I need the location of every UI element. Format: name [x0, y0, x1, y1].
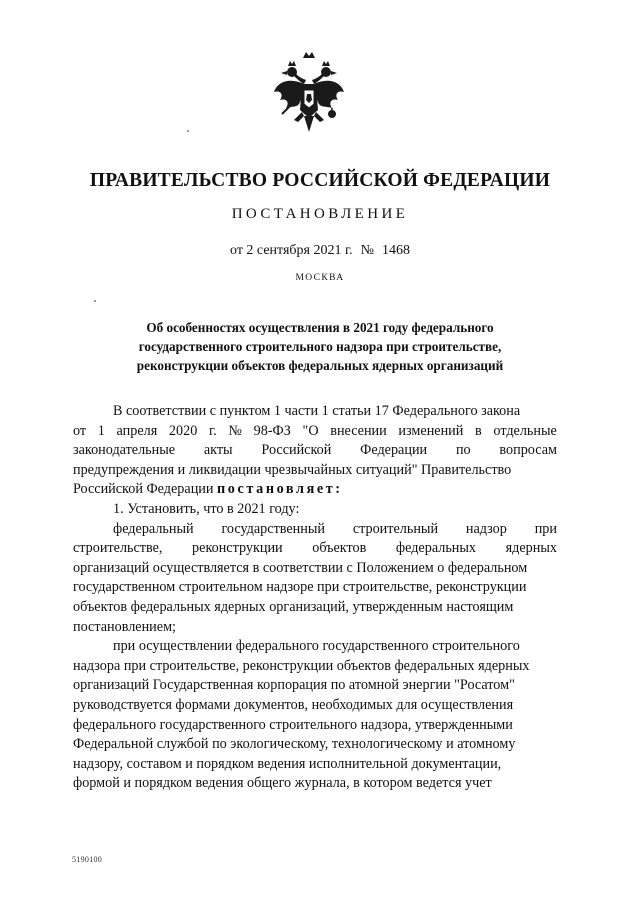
word: объектов — [312, 540, 367, 557]
body-line: государственном строительном надзоре при строительстве, реконструкции — [73, 579, 527, 596]
body-line — [73, 422, 557, 442]
body-line: предупреждения и ликвидации чрезвычайных ситуаций" Правительство — [73, 461, 512, 478]
word: Федерации — [360, 442, 428, 459]
body-line: надзору, составом и порядком ведения исполнительной документации, — [73, 755, 502, 772]
word: федеральных — [395, 540, 477, 557]
footer-document-code: 5190100 — [72, 855, 103, 864]
body-line: при осуществлении федерального государственного строительного — [113, 638, 520, 655]
word: ядерных — [505, 540, 557, 557]
document-body — [73, 402, 557, 794]
government-title: ПРАВИТЕЛЬСТВО РОССИЙСКОЙ ФЕДЕРАЦИИ — [89, 170, 551, 191]
body-line: организаций Государственная корпорация по атомной энергии "Росатом" — [73, 677, 515, 694]
body-line: постановлением; — [73, 618, 176, 635]
word: реконструкции — [192, 540, 283, 557]
word: по — [455, 442, 471, 459]
document-date: от 2 сентября 2021 г. — [230, 243, 353, 258]
word: "О — [302, 422, 319, 439]
word: отдельные — [493, 422, 557, 439]
word: при — [534, 520, 557, 537]
heading-line: реконструкции объектов федеральных ядерных организаций — [136, 358, 504, 373]
body-line — [73, 539, 557, 559]
document-heading — [80, 318, 560, 375]
body-line: надзора при строительстве, реконструкции объектов федеральных ядерных — [73, 657, 530, 674]
body-line — [73, 480, 557, 500]
heading-line: Об особенностях осуществления в 2021 году федерального — [146, 320, 494, 335]
word: вопросам — [499, 442, 557, 459]
body-text: Российской Федерации — [73, 481, 214, 498]
word: апреля — [116, 422, 158, 439]
scan-speck — [187, 130, 189, 132]
heading-line: государственного строительного надзора при строительстве, — [138, 339, 502, 354]
document-date-number — [0, 243, 640, 259]
word: № — [228, 422, 242, 439]
word: законодательные — [73, 442, 176, 459]
double-headed-eagle-icon — [270, 52, 348, 146]
body-line: Федеральной службой по экологическому, технологическому и атомному — [73, 736, 516, 753]
word: федеральный — [113, 520, 194, 537]
document-number: 1468 — [381, 243, 410, 258]
number-sign: № — [360, 243, 374, 258]
word: государственный — [221, 520, 325, 537]
word: строительный — [352, 520, 439, 537]
word: в — [475, 422, 482, 439]
body-line: руководствуется формами документов, необходимых для осуществления — [73, 696, 514, 713]
word: Российской — [261, 442, 332, 459]
body-line: объектов федеральных ядерных организаций, утвержденным настоящим — [73, 598, 514, 615]
word: акты — [203, 442, 233, 459]
word: строительстве, — [73, 540, 163, 557]
word: от — [73, 422, 87, 439]
document-type: ПОСТАНОВЛЕНИЕ — [231, 206, 409, 222]
word: надзор — [465, 520, 507, 537]
resolution-keyword: постановляет: — [217, 481, 343, 498]
word: изменений — [398, 422, 464, 439]
document-city: МОСКВА — [295, 273, 345, 283]
body-line — [73, 441, 557, 461]
body-line: формой и порядком ведения общего журнала, в котором ведется учет — [73, 775, 492, 792]
body-line: организаций осуществляется в соответствии с Положением о федеральном — [73, 559, 528, 576]
word: 1 — [97, 422, 105, 439]
body-line: 1. Установить, что в 2021 году: — [113, 500, 300, 517]
word: 98-ФЗ — [253, 422, 291, 439]
word: внесении — [330, 422, 387, 439]
body-line: В соответствии с пунктом 1 части 1 статьи 17 Федерального закона — [113, 403, 521, 419]
body-line — [73, 520, 557, 540]
scan-speck — [94, 300, 96, 302]
coat-of-arms-emblem — [270, 52, 348, 146]
body-line: федерального государственного строительного надзора, утвержденными — [73, 716, 513, 733]
word: г. — [208, 422, 217, 439]
word: 2020 — [168, 422, 198, 439]
